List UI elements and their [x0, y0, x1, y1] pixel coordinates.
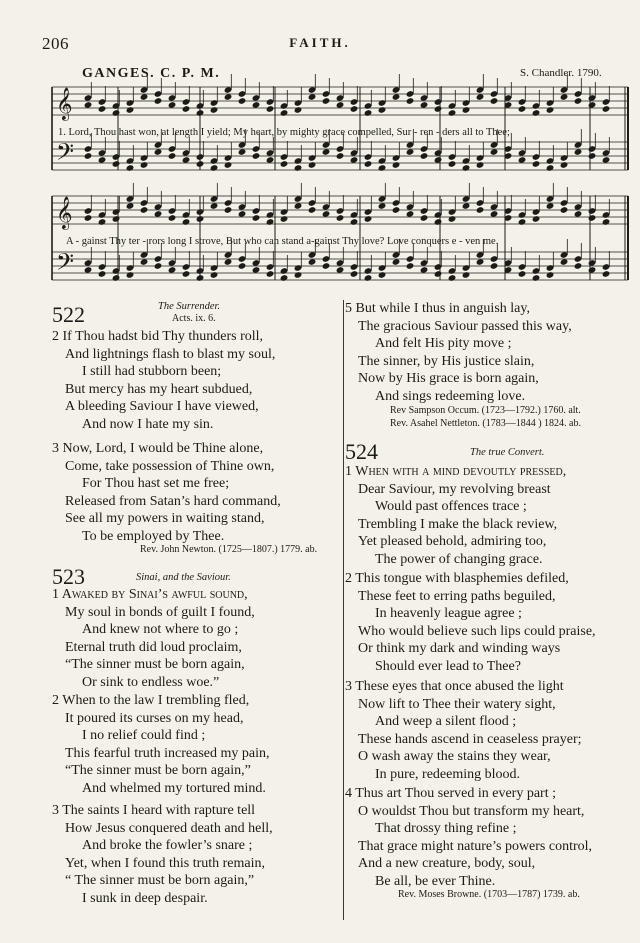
- verse-line: O wouldst Thou but transform my heart,: [358, 803, 585, 819]
- verse-line: The gracious Saviour passed this way,: [358, 318, 572, 334]
- hymn-title-524: The true Convert.: [470, 447, 545, 458]
- hymn-number-524: 524: [345, 439, 378, 464]
- verse-line: This fearful truth increased my pain,: [65, 745, 270, 761]
- tune-lyrics-line-1: 1. Lord, Thou hast won, at length I yield; My heart, by mighty grace compelled, Sur - ren - ders all to Thee;: [58, 127, 510, 138]
- svg-text:𝄞: 𝄞: [56, 196, 73, 229]
- hymn-522-attribution: Rev. John Newton. (1725—1807.) 1779. ab.: [140, 544, 318, 555]
- verse-line: Or sink to endless woe.”: [82, 674, 220, 690]
- tune-lyrics-line-2: A - gainst Thy ter - rors long I strove, But who can stand a-gainst Thy love? Love conquers e - ven me.: [66, 236, 499, 247]
- verse-line: O wash away the stains they wear,: [358, 749, 551, 764]
- verse-line: But mercy has my heart subdued,: [65, 381, 253, 397]
- verse-line: Should ever lead to Thee?: [375, 658, 521, 674]
- verse-line: “The sinner must be born again,”: [65, 763, 251, 778]
- verse-line: Yet pleased behold, admiring too,: [358, 534, 547, 549]
- verse-line: Yet, when I found this truth remain,: [65, 855, 265, 871]
- hymn-524-attribution: Rev. Moses Browne. (1703—1787) 1739. ab.: [398, 889, 580, 900]
- verse-line: Now by His grace is born again,: [358, 371, 539, 386]
- verse-line: Released from Satan’s hard command,: [65, 493, 281, 509]
- verse-line: And broke the fowler’s snare ;: [82, 838, 253, 853]
- tune-composer: S. Chandler. 1790.: [520, 67, 602, 79]
- verse-line: “ The sinner must be born again,”: [65, 873, 255, 888]
- verse-line: Would past offences trace ;: [375, 499, 527, 514]
- verse-line: And now I hate my sin.: [82, 416, 214, 432]
- hymn-523-attribution-2: Rev. Asahel Nettleton. (1783—1844 ) 1824. ab.: [390, 418, 581, 429]
- verse-line: [345, 463, 637, 481]
- verse-line: Dear Saviour, my revolving breast: [358, 481, 551, 497]
- svg-text:𝄢: 𝄢: [56, 248, 75, 281]
- running-title: FAITH.: [289, 35, 351, 50]
- verse-line: To be employed by Thee.: [82, 528, 225, 544]
- verse-line: [52, 586, 342, 604]
- verse-line: Eternal truth did loud proclaim,: [65, 639, 242, 655]
- hymn-524-stanza-1: [345, 463, 637, 568]
- hymn-number-522: 522: [52, 302, 85, 327]
- hymn-number-523: 523: [52, 564, 85, 589]
- verse-line: And lightnings flash to blast my soul,: [65, 346, 276, 362]
- verse-line: In pure, redeeming blood.: [375, 766, 521, 782]
- bar-lines: [52, 87, 628, 280]
- verse-line: It poured its curses on my head,: [65, 710, 244, 726]
- verse-line: And a new creature, body, soul,: [358, 856, 536, 871]
- verse-line: See all my powers in waiting stand,: [65, 511, 265, 526]
- verse-line: That grace might nature’s powers control,: [358, 838, 593, 854]
- verse-line: These feet to erring paths beguiled,: [358, 588, 556, 604]
- hymn-title-523: Sinai, and the Saviour.: [136, 572, 231, 583]
- hymn-reference-522: Acts. ix. 6.: [172, 313, 216, 324]
- hymn-522-stanza-2: [52, 328, 342, 433]
- verse-line: I no relief could find ;: [82, 728, 206, 743]
- hymn-524-stanza-4: [345, 785, 637, 890]
- verse-line: And whelmed my tortured mind.: [82, 780, 266, 796]
- verse-line: 2 This tongue with blasphemies defiled,: [345, 571, 569, 586]
- verse-line: 4 Thus art Thou served in every part ;: [345, 786, 556, 801]
- hymn-523-stanza-1: [52, 586, 342, 691]
- verse-line: 3 These eyes that once abused the light: [345, 679, 564, 694]
- hymn-524-stanza-2: [345, 570, 637, 675]
- verse-line: For Thou hast set me free;: [82, 476, 230, 491]
- verse-line: Come, take possession of Thine own,: [65, 458, 275, 474]
- verse-line: These hands ascend in ceaseless prayer;: [358, 731, 582, 747]
- verse-line: And felt His pity move ;: [375, 336, 512, 351]
- verse-line: Now lift to Thee their watery sight,: [358, 696, 556, 712]
- verse-line: I still had stubborn been;: [82, 364, 222, 379]
- verse-line: Trembling I make the black review,: [358, 516, 558, 532]
- clefs: [56, 87, 74, 281]
- tune-name: GANGES. C. P. M.: [82, 66, 221, 81]
- verse-first-line: 1 When with a mind devoutly pressed,: [345, 464, 567, 479]
- verse-line: And sings redeeming love.: [375, 388, 526, 404]
- hymn-524-stanza-3: [345, 678, 637, 783]
- verse-first-line: 1 Awaked by Sinai’s awful sound,: [52, 587, 248, 602]
- verse-line: Be all, be ever Thine.: [375, 873, 496, 889]
- svg-text:𝄞: 𝄞: [56, 87, 73, 120]
- verse-line: 2 When to the law I trembling fled,: [52, 693, 250, 708]
- verse-line: And weep a silent flood ;: [375, 714, 517, 729]
- verse-line: The power of changing grace.: [375, 551, 543, 567]
- verse-line: 3 The saints I heard with rapture tell: [52, 803, 256, 818]
- hymn-523-stanza-5: [345, 300, 635, 405]
- staff-lines: [52, 87, 628, 280]
- verse-line: How Jesus conquered death and hell,: [65, 820, 273, 836]
- verse-line: A bleeding Saviour I have viewed,: [65, 399, 259, 414]
- svg-text:𝄢: 𝄢: [56, 138, 75, 171]
- verse-line: That drossy thing refine ;: [375, 821, 517, 836]
- hymn-523-stanza-3: [52, 802, 342, 907]
- verse-line: I sunk in deep despair.: [82, 890, 208, 906]
- column-divider: [343, 300, 344, 920]
- verse-line: 3 Now, Lord, I would be Thine alone,: [52, 441, 264, 456]
- verse-line: Who would believe such lips could praise,: [358, 623, 596, 639]
- verse-line: My soul in bonds of guilt I found,: [65, 604, 255, 620]
- verse-line: Or think my dark and winding ways: [358, 641, 561, 656]
- verse-line: In heavenly league agree ;: [375, 606, 522, 621]
- verse-line: The sinner, by His justice slain,: [358, 353, 535, 369]
- hymn-522-stanza-3: [52, 440, 342, 545]
- hymn-523-stanza-2: [52, 692, 342, 797]
- verse-line: And knew not where to go ;: [82, 622, 239, 637]
- hymn-523-attribution-1: Rev Sampson Occum. (1723—1792.) 1760. alt.: [390, 405, 581, 416]
- verse-line: “The sinner must be born again,: [65, 657, 245, 672]
- hymn-title-522: The Surrender.: [158, 301, 221, 312]
- verse-line: 5 But while I thus in anguish lay,: [345, 301, 530, 316]
- notes: [84, 74, 611, 282]
- verse-line: 2 If Thou hadst bid Thy thunders roll,: [52, 329, 264, 344]
- page-number: 206: [42, 34, 69, 53]
